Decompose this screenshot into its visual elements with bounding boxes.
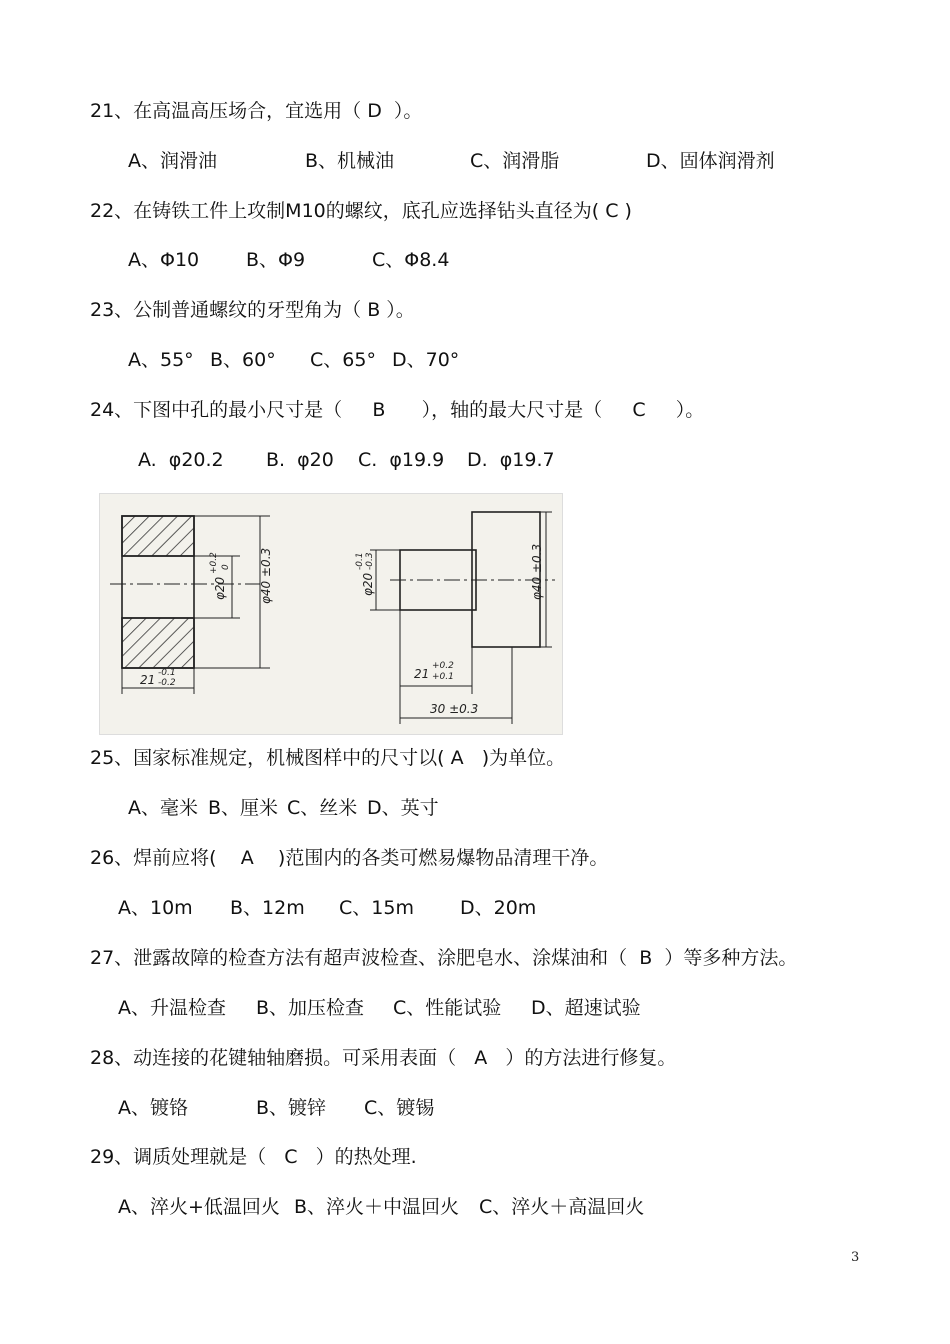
option-c: C、65°: [310, 349, 376, 371]
option-d: D、固体润滑剂: [646, 150, 775, 172]
shaft-dim-20: φ20: [361, 572, 375, 596]
option-d: D、20m: [460, 897, 537, 919]
hole-shaft-drawing: [99, 493, 563, 735]
shaft-tol-upper: -0.1: [355, 552, 365, 570]
option-b: B、60°: [210, 349, 276, 371]
question-27-stem: 27、泄露故障的检查方法有超声波检查、涂肥皂水、涂煤油和（ B ）等多种方法。: [90, 947, 798, 969]
option-c: C. φ19.9: [358, 449, 445, 471]
question-29-options: [0, 1195, 645, 1291]
technical-drawing: [100, 494, 562, 734]
page-number: 3: [851, 1250, 860, 1265]
hole-tol-upper: +0.2: [209, 552, 219, 574]
option-b: B、Φ9: [246, 249, 306, 271]
option-a: A、镀铬: [118, 1097, 188, 1119]
question-25-stem: 25、国家标准规定，机械图样中的尺寸以( A )为单位。: [90, 747, 566, 769]
question-29-stem: 29、调质处理就是（ C ）的热处理.: [90, 1146, 417, 1168]
hole-hatch-bottom: [122, 618, 194, 668]
shaft-len-21: 21: [414, 667, 430, 681]
option-b: B、机械油: [305, 150, 395, 172]
option-b: B、淬火＋中温回火: [294, 1196, 460, 1218]
hole-len-lower: -0.2: [158, 678, 176, 688]
option-d: D、超速试验: [531, 997, 641, 1019]
hole-dim-40: φ40 ±0.3: [259, 547, 273, 604]
hole-tol-lower: 0: [221, 564, 231, 570]
shaft-dim-40: φ40 ±0.3: [530, 543, 544, 600]
hole-len-upper: -0.1: [158, 668, 176, 678]
option-d: D、70°: [392, 349, 460, 371]
question-23-stem: 23、公制普通螺纹的牙型角为（ B ）。: [90, 299, 415, 321]
option-c: C、丝米: [287, 797, 358, 819]
option-c: C、镀锡: [364, 1097, 435, 1119]
option-c: C、性能试验: [393, 997, 502, 1019]
option-c: C、润滑脂: [470, 150, 560, 172]
option-d: D. φ19.7: [467, 449, 555, 471]
option-d: D、英寸: [367, 797, 439, 819]
question-28-stem: 28、动连接的花键轴轴磨损。可采用表面（ A ）的方法进行修复。: [90, 1047, 677, 1069]
shaft-len-21-upper: +0.2: [432, 661, 454, 671]
hole-dim-20: φ20: [213, 576, 227, 600]
question-22-stem: 22、在铸铁工件上攻制M10的螺纹，底孔应选择钻头直径为( C ): [90, 200, 632, 222]
hole-len: 21: [140, 673, 156, 687]
shaft-tol-lower: -0.3: [365, 552, 375, 570]
option-a: A、淬火+低温回火: [118, 1196, 280, 1218]
option-a: A. φ20.2: [138, 449, 224, 471]
option-a: A、Φ10: [128, 249, 200, 271]
option-a: A、55°: [128, 349, 194, 371]
option-c: C、15m: [339, 897, 414, 919]
option-b: B、厘米: [208, 797, 279, 819]
option-a: A、润滑油: [128, 150, 217, 172]
option-c: C、淬火＋高温回火: [479, 1196, 645, 1218]
option-a: A、升温检查: [118, 997, 226, 1019]
question-26-stem: 26、焊前应将( A )范围内的各类可燃易爆物品清理干净。: [90, 847, 609, 869]
option-b: B、加压检查: [256, 997, 365, 1019]
hole-hatch-top: [122, 516, 194, 556]
option-a: A、10m: [118, 897, 193, 919]
option-b: B、镀锌: [256, 1097, 327, 1119]
option-b: B. φ20: [266, 449, 334, 471]
option-b: B、12m: [230, 897, 305, 919]
option-a: A、毫米: [128, 797, 198, 819]
shaft-len-21-lower: +0.1: [432, 672, 454, 682]
shaft-len-30: 30 ±0.3: [430, 702, 479, 716]
question-21-stem: 21、在高温高压场合，宜选用（ D ）。: [90, 100, 423, 122]
option-c: C、Φ8.4: [372, 249, 450, 271]
question-24-stem: 24、下图中孔的最小尺寸是（ B ），轴的最大尺寸是（ C ）。: [90, 399, 705, 421]
